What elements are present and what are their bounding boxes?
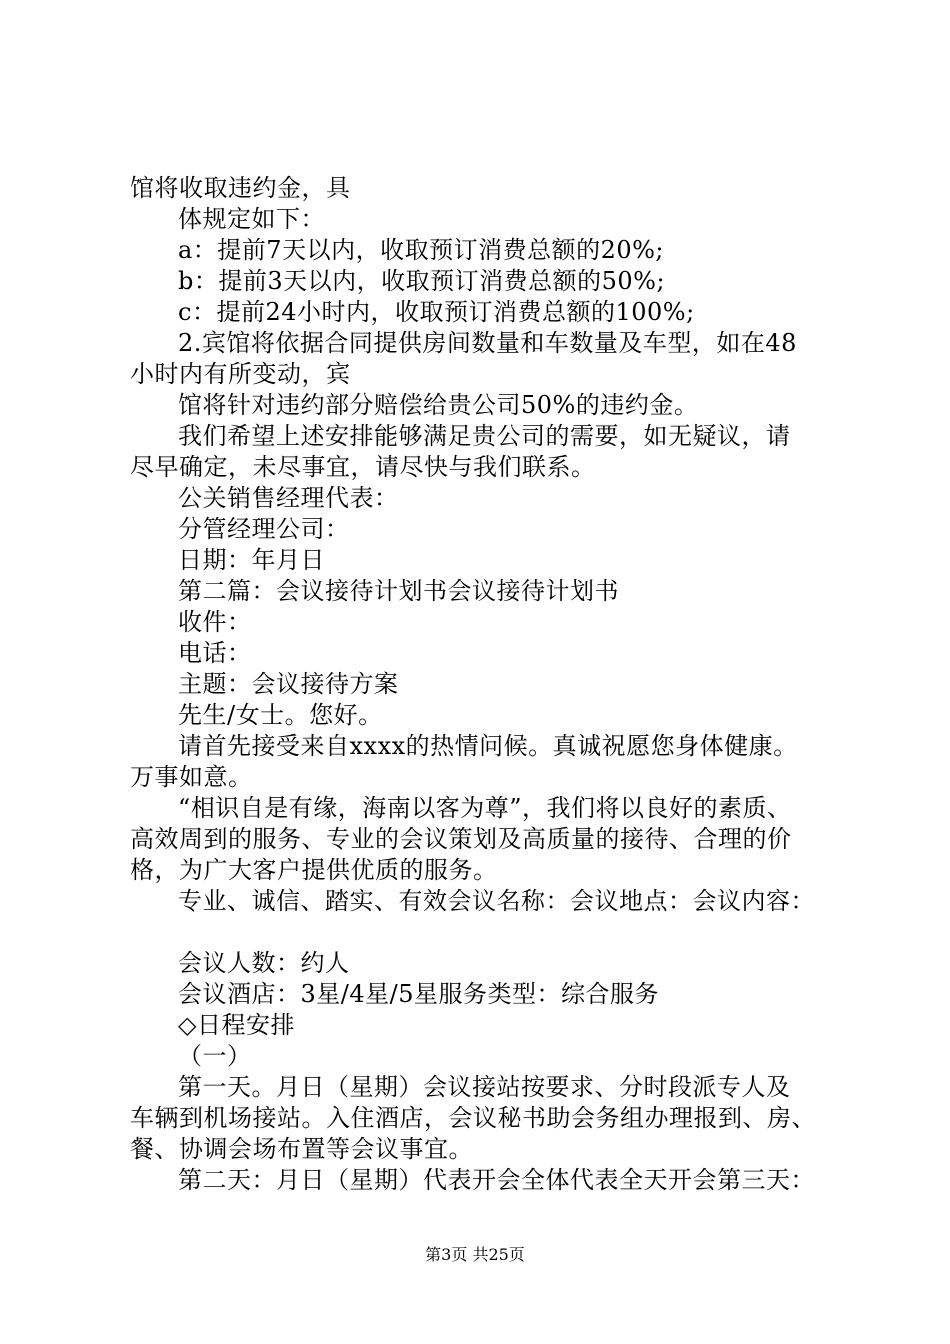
text-line: 先生/女士。您好。 [178,701,383,729]
text-line: 第一天。月日（星期）会议接站按要求、分时段派专人及 [178,1073,791,1101]
text-line: 高效周到的服务、专业的会议策划及高质量的接待、合理的价 [130,825,792,853]
text-line: （一） [178,1042,252,1070]
text-line: ◇日程安排 [178,1011,295,1039]
text-line: 专业、诚信、踏实、有效会议名称：会议地点：会议内容： [178,887,815,915]
text-line: 2.宾馆将依据合同提供房间数量和车数量及车型，如在48 [178,329,797,357]
text-line: 馆将收取违约金，具 [130,174,351,202]
text-line: 主题：会议接待方案 [178,670,399,698]
text-line: 餐、协调会场布置等会议事宜。 [130,1135,473,1163]
text-line: 体规定如下： [178,205,325,233]
blank-line [130,917,835,948]
text-line: 公关销售经理代表： [178,484,399,512]
text-line: 第二天：月日（星期）代表开会全体代表全天开会第三天： [178,1166,815,1194]
text-line: 格，为广大客户提供优质的服务。 [130,856,498,884]
text-line: 我们希望上述安排能够满足贵公司的需要，如无疑议，请 [178,422,791,450]
text-line: 会议人数：约人 [178,949,350,977]
text-line: 电话： [178,639,252,667]
text-line: 万事如意。 [130,763,253,791]
text-line: 车辆到机场接站。入住酒店，会议秘书助会务组办理报到、房、 [130,1104,816,1132]
text-line: 馆将针对违约部分赔偿给贵公司50%的违约金。 [178,391,699,419]
document-body [130,173,835,1196]
text-line: c：提前24小时内，收取预订消费总额的100%; [178,298,695,326]
text-line: 会议酒店：3星/4星/5星服务类型：综合服务 [178,980,659,1008]
text-line: 分管经理公司： [178,515,350,543]
text-line: 收件： [178,608,252,636]
text-line: 日期：年月日 [178,546,325,574]
text-line: 请首先接受来自xxxx的热情问候。真诚祝愿您身体健康。 [178,732,798,760]
text-line: a：提前7天以内，收取预订消费总额的20%; [178,236,665,264]
text-line: “相识自是有缘，海南以客为尊”，我们将以良好的素质、 [178,794,792,822]
section-heading: 第二篇：会议接待计划书会议接待计划书 [178,577,619,605]
text-line: 尽早确定，未尽事宜，请尽快与我们联系。 [130,453,596,481]
page-number-footer: 第3页 共25页 [425,1245,525,1264]
text-line: 小时内有所变动，宾 [130,360,351,388]
text-line: b：提前3天以内，收取预订消费总额的50%; [178,267,666,295]
